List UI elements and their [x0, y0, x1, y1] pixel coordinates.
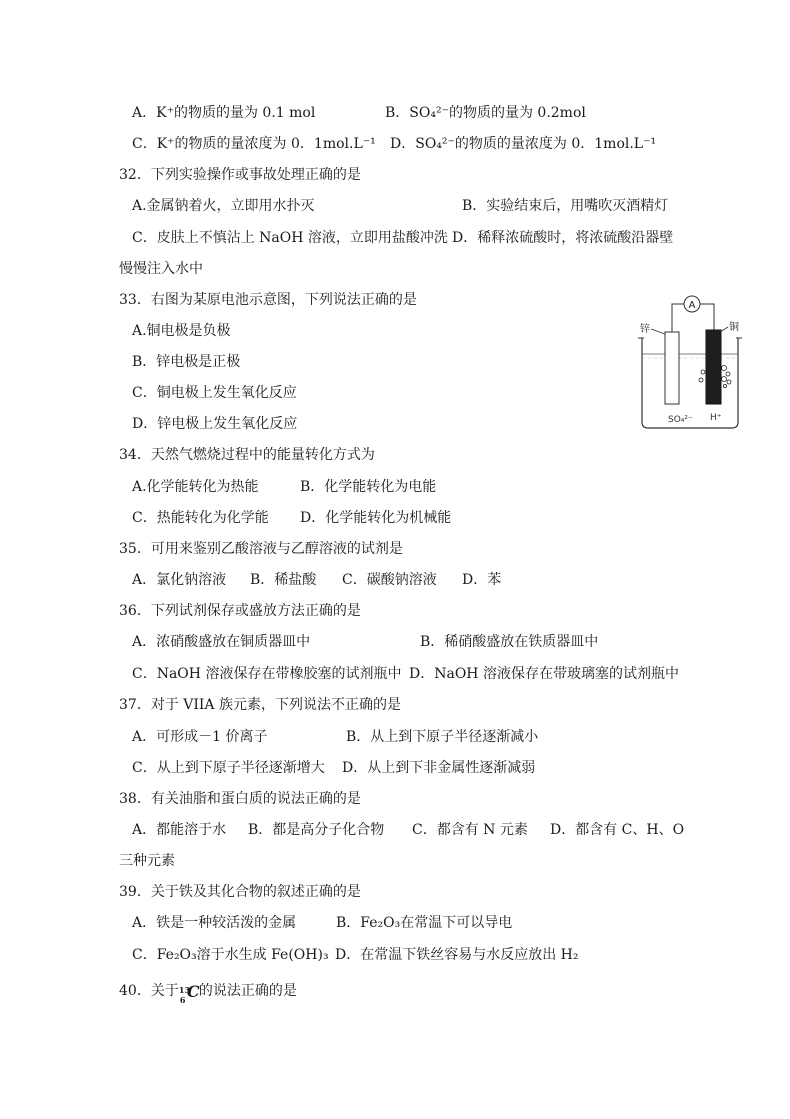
q36-stem: 36．下列试剂保存或盛放方法正确的是 — [119, 603, 361, 619]
ammeter-label: A — [688, 300, 696, 311]
q34-option-a: A.化学能转化为热能 — [132, 479, 259, 495]
q37-option-b: B．从上到下原子半径逐渐减小 — [346, 729, 539, 745]
q34-stem: 34．天然气燃烧过程中的能量转化方式为 — [119, 447, 375, 463]
q31-option-d: D．SO₄²⁻的物质的量浓度为 0．1mol.L⁻¹ — [390, 136, 657, 152]
q37-option-a: A．可形成－1 价离子 — [132, 729, 268, 745]
sulfate-ion-label: SO₄²⁻ — [668, 415, 693, 425]
q38-option-a: A．都能溶于水 — [132, 822, 227, 838]
q38-option-b: B．都是高分子化合物 — [248, 822, 385, 838]
q32-option-d-continued: 慢慢注入水中 — [119, 261, 203, 277]
zinc-label: 锌 — [640, 324, 650, 335]
q37-option-c: C．从上到下原子半径逐渐增大 — [132, 760, 325, 776]
q31-option-c: C．K⁺的物质的量浓度为 0．1mol.L⁻¹ — [132, 136, 376, 152]
q36-option-d: D．NaOH 溶液保存在带玻璃塞的试剂瓶中 — [409, 666, 679, 682]
carbon-13-isotope — [178, 981, 200, 1005]
q33-stem: 33．右图为某原电池示意图，下列说法正确的是 — [119, 292, 417, 308]
zinc-electrode — [665, 332, 679, 404]
q40-stem-suffix: 的说法正确的是 — [198, 983, 297, 999]
q33-option-d: D．锌电极上发生氧化反应 — [132, 416, 298, 432]
q32-option-c: C．皮肤上不慎沾上 NaOH 溶液，立即用盐酸冲洗 — [132, 230, 448, 246]
q35-option-c: C．碳酸钠溶液 — [342, 572, 437, 588]
q31-option-a: A．K⁺的物质的量为 0.1 mol — [132, 105, 316, 121]
copper-electrode — [706, 330, 721, 404]
q38-stem: 38．有关油脂和蛋白质的说法正确的是 — [119, 791, 361, 807]
q34-option-b: B．化学能转化为电能 — [300, 479, 437, 495]
q37-option-d: D．从上到下非金属性逐渐减弱 — [342, 760, 536, 776]
q39-option-b: B．Fe₂O₃在常温下可以导电 — [336, 915, 513, 931]
galvanic-cell-diagram — [634, 294, 746, 432]
q35-option-a: A．氯化钠溶液 — [132, 572, 227, 588]
q35-option-d: D．苯 — [462, 572, 502, 588]
q33-option-c: C．铜电极上发生氧化反应 — [132, 385, 297, 401]
q33-option-a: A.铜电极是负极 — [132, 323, 231, 339]
isotope-symbol: C — [186, 982, 200, 1001]
q31-option-b: B．SO₄²⁻的物质的量为 0.2mol — [385, 105, 586, 121]
hydrogen-ion-label: H⁺ — [710, 413, 722, 423]
q34-option-d: D．化学能转化为机械能 — [300, 510, 452, 526]
q40-stem — [119, 981, 297, 1005]
q39-option-d: D．在常温下铁丝容易与水反应放出 H₂ — [335, 947, 579, 963]
q36-option-c: C．NaOH 溶液保存在带橡胶塞的试剂瓶中 — [132, 666, 402, 682]
isotope-mass-number: 13 — [178, 985, 190, 995]
q32-option-d: D．稀释浓硫酸时，将浓硫酸沿器壁 — [452, 230, 674, 246]
q38-option-d-continued: 三种元素 — [119, 853, 175, 869]
q37-stem: 37．对于 VIIA 族元素，下列说法不正确的是 — [119, 697, 401, 713]
q40-stem-prefix: 40．关于 — [119, 983, 179, 999]
q39-option-c: C．Fe₂O₃溶于水生成 Fe(OH)₃ — [132, 947, 329, 963]
copper-label: 铜 — [729, 322, 739, 333]
isotope-atomic-number: 6 — [179, 995, 186, 1005]
q32-option-b: B．实验结束后，用嘴吹灭酒精灯 — [462, 198, 669, 214]
q36-option-a: A．浓硝酸盛放在铜质器皿中 — [132, 634, 311, 650]
q34-option-c: C．热能转化为化学能 — [132, 510, 269, 526]
q39-option-a: A．铁是一种较活泼的金属 — [132, 915, 297, 931]
q35-option-b: B．稀盐酸 — [250, 572, 317, 588]
q38-option-d: D．都含有 C、H、O — [550, 822, 685, 838]
q32-stem: 32．下列实验操作或事故处理正确的是 — [119, 167, 361, 183]
q38-option-c: C．都含有 N 元素 — [412, 822, 528, 838]
q35-stem: 35．可用来鉴别乙酸溶液与乙醇溶液的试剂是 — [119, 541, 403, 557]
q32-option-a: A.金属钠着火，立即用水扑灭 — [132, 198, 315, 214]
q39-stem: 39．关于铁及其化合物的叙述正确的是 — [119, 884, 361, 900]
q33-option-b: B．锌电极是正极 — [132, 354, 241, 370]
q36-option-b: B．稀硝酸盛放在铁质器皿中 — [420, 634, 599, 650]
